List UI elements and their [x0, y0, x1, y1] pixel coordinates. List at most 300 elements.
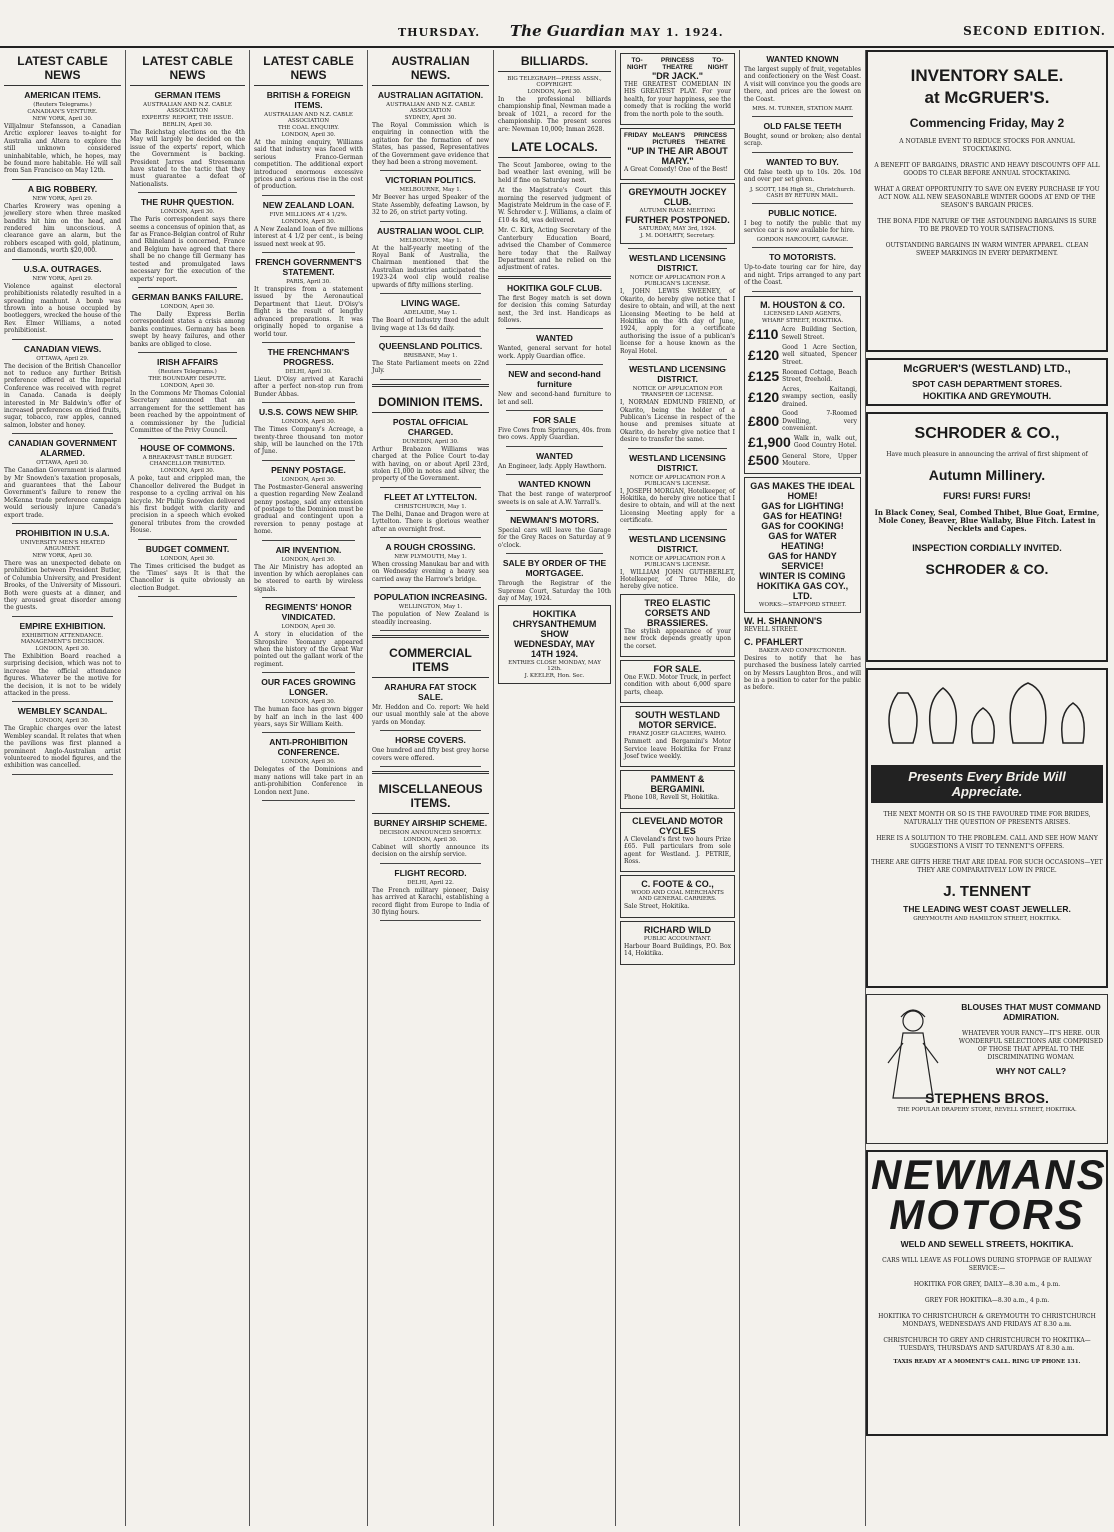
mcgruers-ad — [866, 358, 1108, 406]
property-price: £125 — [748, 367, 780, 384]
theatre2-ad — [620, 128, 735, 180]
section-text: The Canadian Government is alarmed by Mr Snowden's taxation proposals, and guarantees that the Labour Government's failure to renew the McKenna trade preference campaign would seriously injure Canada's export trade. — [4, 467, 121, 519]
section-text: When crossing Manukau bar and with on Wednesday evening a heavy sea carried away the Harrow's bridge. — [372, 560, 489, 583]
section-title: BRITISH & FOREIGN ITEMS. — [266, 90, 351, 110]
section-subtitle: UNIVERSITY MEN'S HEATED ARGUMENT. — [20, 540, 105, 553]
section-title: BURNEY AIRSHIP SCHEME. — [373, 818, 488, 829]
section-credit: AUSTRALIAN AND N.Z. CABLE ASSOCIATION — [386, 102, 475, 114]
double-rule — [372, 384, 489, 387]
right-advert-column — [866, 50, 1108, 1526]
licensing-text: I, JOHN LEWIS SWEENEY, of Okarito, do hereby give notice that I desire to obtain, and will, at the next Licensing Meeting to be held at Hokitika on the 4th day of June, 1924, apply for a certificate authorising the issue of a publican's license for a house known as the Royal Hotel. — [620, 288, 735, 355]
cycles-text: A Cleveland's first two hours Prize £65. Full particulars from sole agent for Westland. J. PETRIE, Ross. — [624, 835, 731, 866]
section-dateline: NEW YORK, April 30. — [32, 116, 93, 122]
gas-heading: GAS MAKES THE IDEAL HOME! — [750, 481, 855, 502]
jockey-heading: GREYMOUTH JOCKEY CLUB. — [628, 187, 727, 208]
divider — [12, 774, 113, 775]
property-price: £500 — [748, 452, 780, 469]
theatre-line3: TO-NIGHT — [707, 57, 728, 71]
section-dateline: LONDON, April 30. — [35, 645, 90, 652]
double-rule — [498, 276, 611, 279]
shannon-text: REVELL STREET. — [744, 626, 798, 634]
section-title: U.S.A. OUTRAGES. — [23, 263, 102, 274]
houston-ad — [744, 296, 861, 475]
section-text: In the Commons Mr Thomas Colonial Secretary announced that an arrangement for the settlement has been reached by the appointment of a commissioner by the Judicial Committee of the Privy Council. — [130, 389, 245, 434]
section-text: The Board of Industry fixed the adult living wage at 13s 6d daily. — [372, 317, 489, 332]
section-dateline: BRISBANE, May 1. — [403, 352, 458, 359]
property-listing — [748, 386, 857, 408]
stephens-sub: THE POPULAR DRAPERY STORE, REVELL STREET, HOKITIKA. — [897, 1107, 1077, 1113]
column-notices — [616, 50, 740, 1526]
property-listing — [748, 344, 857, 366]
section-dateline: LONDON, April 30. — [281, 699, 336, 706]
section-dateline: LONDON, April 30. — [281, 556, 336, 563]
divider — [628, 359, 727, 360]
stephens-ad — [866, 994, 1108, 1144]
wild-ad — [620, 921, 735, 965]
divider — [506, 474, 603, 475]
late-local-item: Mr. C. Kirk, Acting Secretary of the Canterbury Education Board, advised the Chamber of Commerce here today that the Railway Department and he relied on the adjustment of rates. — [498, 227, 611, 272]
pfahlert-text: Desires to notify that he has purchased the business lately carried on by Messrs Laughton Bros., and will be in a position to cater for the public as before. — [744, 654, 861, 692]
tennent-ad — [866, 668, 1108, 988]
licensing-text: I, JOSEPH MORGAN, Hotelkeeper, of Hokitika, do hereby give notice that I desire to obtain, and will at the next Licensing Meeting apply for a certificate. — [620, 487, 735, 525]
divider — [380, 487, 481, 488]
column-advertisements — [740, 50, 866, 1526]
section-text: One hundred and fifty best grey horse covers were offered. — [372, 747, 489, 762]
section-title: REGIMENTS' HONOR VINDICATED. — [265, 602, 352, 623]
classified-title: FOR SALE — [533, 414, 576, 425]
double-rule — [372, 771, 489, 774]
classified-title: NEW and second-hand furniture — [508, 369, 601, 390]
section-text: The Reichstag elections on the 4th May will largely be decided on the issue of the experts' report, which the Government is backing. President Jarres and Stresemann have stated to the tactic that they must guarantee a defeat of Nationalists. — [130, 129, 245, 188]
section-dateline: NEW YORK, April 30. — [32, 553, 93, 560]
column-german-items — [126, 50, 250, 1526]
divider — [262, 800, 355, 801]
divider — [752, 116, 853, 117]
divider — [12, 259, 113, 260]
section-text: It transpires from a statement issued by the Aeronautical Department that Lieut. D'Oisy's flight is the result of lengthy advanced preparations. It was originally hoped to organise a world tour. — [254, 286, 363, 338]
licensing-sub: NOTICE OF APPLICATION FOR A PUBLICAN'S LICENSE. — [629, 275, 726, 288]
theatre-line2: PRINCESS THEATRE — [660, 57, 695, 71]
divider — [380, 170, 481, 171]
classified-title: WANTED — [536, 450, 573, 461]
section-text: The Daily Express Berlin correspondent states a crisis among banks continues. Germany has been swept by heavy failures, and other banks are obliged to close. — [130, 310, 245, 348]
classified-title: WANTED — [536, 333, 573, 344]
foote-ad — [620, 875, 735, 917]
property-listing — [748, 326, 857, 342]
section-title: PROHIBITION IN U.S.A. — [15, 528, 110, 539]
section-dateline: LONDON, April 30. — [160, 382, 215, 389]
jockey-date: SATURDAY, MAY 3rd, 1924. — [638, 226, 717, 233]
houston-heading: M. HOUSTON & CO. — [760, 299, 845, 310]
section-dateline: LONDON, April 30. — [160, 209, 215, 216]
newmans-route: HOKITIKA TO CHRISTCHURCH & GREYMOUTH TO CHRISTCHURCH MONDAYS, WEDNESDAYS AND FRIDAYS AT 8.30 a.m. — [878, 1313, 1096, 1328]
section-text: Villjalmur Stefansson, a Canadian Arctic explorer leaves to-night for Australia and Altera to explore the still unknown considered uninhabitable, which, he hopes, may be found more habitable. He will sail from San Francisco on May 12th. — [4, 123, 121, 175]
section-subtitle: THE COAL ENQUIRY. — [277, 125, 340, 131]
section-text: Mr. Heddon and Co. report: We held our usual monthly sale at the above yards on Monday. — [372, 704, 489, 726]
glacier-text: Pammett and Bergamini's Motor Service leave Hokitika for Franz Josef twice weekly. — [624, 738, 731, 761]
gas-works: WORKS:—STAFFORD STREET. — [758, 602, 847, 609]
section-dateline: ADELAIDE, May 1. — [403, 310, 458, 317]
section-text: Charles Krowery was opening a jewellery store when three masked bandits hit him on the head, and rendered him unconscious. A clearance gave an alarm, but the robbers escaped with gold, platinum, and diamonds, worth $20,000. — [4, 202, 121, 255]
section-title: GERMAN ITEMS — [154, 90, 221, 100]
wild-heading: RICHARD WILD — [644, 924, 711, 935]
foote-text: Sale Street, Hokitika. — [624, 903, 690, 911]
section-text: A story in elucidation of the Shropshire Yeomanry appeared when the history of the Great War pointed out the gallant work of the regiment. — [254, 631, 363, 668]
newmans-intro: CARS WILL LEAVE AS FOLLOWS DURING STOPPAGE OF RAILWAY SERVICE:— — [882, 1257, 1092, 1272]
mcgruers-company: McGRUER'S (WESTLAND) LTD., — [903, 363, 1071, 375]
section-text: At the mining enquiry, Williams said that industry was faced with serious Franco-German competition. The additional export introduced enormous excessive prices and a serious rise in the cost of production. — [254, 139, 363, 191]
section-title: AMERICAN ITEMS. — [24, 90, 101, 100]
section-dateline: BERLIN, April 30. — [162, 122, 213, 128]
billiards-text: In the professional billiards championship final, Newman made a break of 1021, a record for the championship. The present scores are: Newman 10,000; Inman 2628. — [498, 96, 611, 133]
section-title: IRISH AFFAIRS — [156, 356, 219, 367]
misc-heading: MISCELLANEOUS ITEMS. — [372, 778, 489, 814]
section-title: ANTI-PROHIBITION CONFERENCE. — [269, 737, 348, 758]
tennent-name: J. TENNENT — [943, 883, 1031, 900]
schroder-title: SCHRODER & CO., — [914, 425, 1060, 442]
licensing-text: I, WILLIAM JOHN GUTHBERLET, Hotelkeeper, of Three Mile, do hereby give notice. — [620, 568, 735, 591]
houston-sub: LICENSED LAND AGENTS, — [763, 310, 842, 317]
section-title: EMPIRE EXHIBITION. — [19, 620, 106, 631]
section-credit: (Reuters Telegrams.) — [33, 102, 92, 108]
section-text: The population of New Zealand is steadily increasing. — [372, 611, 489, 626]
section-text: The Graphic charges over the latest Wembley scandal. It relates that when the pavilions was first planned a prominent Anglo-Australian artist volunteered to model figures, and the exhibition was cancelled. — [4, 725, 121, 770]
stephens-why: WHY NOT CALL? — [995, 1066, 1067, 1076]
property-price: £120 — [748, 389, 780, 406]
forsale-ad — [620, 660, 735, 703]
classified-text: That the best range of waterproof sweets is on sale at A.W. Yarrall's. — [498, 491, 611, 506]
section-text: The Delhi, Danae and Dragon were at Lyttelton. There is glorious weather after an overnight frost. — [372, 510, 489, 533]
chrysanthemum-footer: J. KEELER, Hon. Sec. — [524, 673, 585, 680]
column-heading: LATEST CABLE NEWS — [130, 50, 245, 86]
section-title: A ROUGH CROSSING. — [385, 541, 476, 552]
gas-ad — [744, 477, 861, 613]
corsets-text: The stylish appearance of your new frock depends greatly upon the corset. — [624, 627, 731, 650]
shannon-heading: W. H. SHANNON'S — [744, 616, 823, 627]
section-title: ARAHURA FAT STOCK SALE. — [384, 682, 477, 702]
gas-line: GAS for HEATING! — [762, 511, 843, 522]
section-credit: AUSTRALIAN AND N.Z. CABLE ASSOCIATION — [143, 102, 232, 114]
section-credit: AUSTRALIAN AND N.Z. CABLE ASSOCIATION — [264, 112, 353, 124]
divider — [262, 195, 355, 196]
section-title: LIVING WAGE. — [400, 298, 461, 309]
column-billiards-locals — [494, 50, 616, 1526]
section-dateline: LONDON, April 30. — [281, 132, 336, 138]
section-credit: (Reuters Telegrams.) — [158, 368, 217, 375]
section-text: A New Zealand loan of five millions interest at 4 1/2 per cent., is being issued next week at 95. — [254, 225, 363, 248]
stephens-text: WHATEVER YOUR FANCY—IT'S HERE. OUR WONDERFUL SELECTIONS ARE COMPRISED OF THOSE THAT APPEAL TO THE DISCRIMINATING WOMAN. — [958, 1030, 1104, 1061]
schroder-text: Have much pleasure in announcing the arrival of first shipment of — [886, 451, 1088, 458]
divider — [138, 192, 237, 193]
section-dateline: LONDON, April 30. — [403, 837, 458, 844]
classified-title: SALE BY ORDER OF THE MORTGAGEE. — [502, 558, 607, 579]
section-title: AIR INVENTION. — [275, 544, 342, 555]
divider — [628, 248, 727, 249]
property-text: Walk in, walk out, Good Country Hotel. — [793, 434, 857, 450]
billiards-dateline: LONDON, April 30. — [527, 89, 582, 95]
section-dateline: LONDON, April 30. — [281, 759, 336, 766]
divider — [262, 540, 355, 541]
theatre2-line2: McLEAN'S PICTURES — [652, 132, 686, 147]
teeth-heading: OLD FALSE TEETH — [763, 121, 842, 132]
section-title: FRENCH GOVERNMENT'S STATEMENT. — [255, 257, 362, 278]
cycles-heading: CLEVELAND MOTOR CYCLES — [632, 815, 723, 836]
section-subtitle: EXPERTS' REPORT, THE ISSUE. — [141, 115, 234, 121]
notice-text: I beg to notify the public that my service car is now available for hire. — [744, 219, 861, 235]
newmans-ad — [866, 1150, 1108, 1436]
section-title: PENNY POSTAGE. — [271, 464, 346, 475]
forsale-heading: FOR SALE. — [653, 664, 702, 674]
section-text: Cabinet will shortly announce its decision on the airship service. — [372, 844, 489, 859]
chrysanthemum-date: WEDNESDAY, MAY 14TH 1924. — [514, 639, 595, 660]
gas-company: HOKITIKA GAS COY., LTD. — [756, 581, 849, 602]
forsale-text: One F.W.D. Motor Truck, in perfect condition with about 6,000 spare parts, cheap. — [624, 674, 731, 696]
divider — [380, 863, 481, 864]
glacier-heading: SOUTH WESTLAND MOTOR SERVICE. — [635, 710, 720, 731]
section-subtitle: FIVE MILLIONS AT 4 1/2%. — [269, 211, 348, 218]
section-dateline: LONDON, April 30. — [281, 476, 336, 483]
section-dateline: LONDON, April 30. — [160, 555, 215, 562]
section-dateline: SYDNEY, April 30. — [404, 115, 457, 121]
jockey-footer: J. M. DOHARTY, Secretary. — [640, 233, 715, 240]
wantedbuy-footer: J. SCOTT, 184 High St., Christchurch. CASH BY RETURN MAIL. — [749, 186, 856, 199]
chrysanthemum-ad — [498, 605, 611, 684]
column-australian-news — [368, 50, 494, 1526]
divider — [138, 287, 237, 288]
divider — [628, 529, 727, 530]
schroder-invite: INSPECTION CORDIALLY INVITED. — [912, 543, 1062, 553]
golf-text: The first Bogey match is set down for decision this coming Saturday next, the 3rd inst. Handicaps as follows. — [498, 294, 611, 324]
classified-text: An Engineer, lady. Apply Hawthorn. — [498, 462, 607, 470]
divider — [12, 616, 113, 617]
licensing-sub: NOTICE OF APPLICATION FOR A PUBLICAN'S LICENSE. — [629, 474, 726, 487]
masthead-edition: SECOND EDITION. — [963, 24, 1106, 38]
theatre2-line1: FRIDAY — [624, 132, 648, 140]
section-dateline: LONDON, April 30. — [35, 718, 90, 725]
wanted-footer: MRS. M. TURNER, STATION MART. — [752, 106, 853, 113]
theatre2-text: A Great Comedy! One of the Best! — [624, 166, 728, 174]
pfahlert-sub: BAKER AND CONFECTIONER. — [758, 647, 847, 654]
section-subtitle: CANADIAN'S VENTURE. — [27, 109, 98, 115]
section-title: HOUSE OF COMMONS. — [140, 443, 235, 454]
theatre2-line3: PRINCESS THEATRE — [693, 132, 728, 147]
section-dateline: DELHI, April 30. — [285, 368, 332, 375]
houston-address: WHARF STREET, HOKITIKA. — [761, 317, 844, 324]
section-title: U.S.S. COWS NEW SHIP. — [258, 407, 359, 418]
newmans-route: GREY FOR HOKITIKA—8.30 a.m., 4 p.m. — [924, 1297, 1050, 1304]
licensing-text: I, NORMAN EDMUND FRIEND, of Okarito, being the holder of a Publican's License in respect of the house and premises situate at Okarito, do hereby give notice that I desire to transfer the same. — [620, 399, 735, 444]
masthead-date: MAY 1. 1924. — [630, 26, 724, 39]
property-price: £1,900 — [748, 434, 791, 451]
classified-text: Special cars will leave the Garage for the Grey Races on Saturday at 9 o'clock. — [498, 527, 611, 549]
schroder-autumn: Autumn Millinery. — [928, 467, 1046, 483]
masthead — [0, 0, 1114, 48]
section-text: The Royal Commission which is enquiring in connection with the agitation for the formation of new States, has passed, Representatives of the Government gave evidence that they had been a strong movement. — [372, 122, 489, 167]
licensing-heading: WESTLAND LICENSING DISTRICT. — [629, 364, 726, 385]
section-text: There was an unexpected debate on prohibition between President Butler, of Columbia University, and President Brooks, of the University of Missouri. Both were guests at a dinner, and they aroused great disorder among the guests. — [4, 560, 121, 612]
tennent-sub: THE LEADING WEST COAST JEWELLER. — [903, 904, 1071, 914]
section-dateline: NEW PLYMOUTH, May 1. — [394, 553, 467, 560]
double-rule — [372, 635, 489, 638]
section-dateline: NEW YORK, April 29. — [32, 195, 93, 202]
divider — [262, 460, 355, 461]
inventory-sale-ad — [866, 50, 1108, 352]
section-title: A BIG ROBBERY. — [27, 183, 98, 194]
stephens-tag: BLOUSES THAT MUST COMMAND ADMIRATION. — [961, 1002, 1101, 1022]
tennent-line: HERE IS A SOLUTION TO THE PROBLEM. CALL AND SEE HOW MANY SUGGESTIONS A VISIT TO TENNENT'S OFFERS. — [876, 835, 1098, 850]
schroder-ad — [866, 412, 1108, 662]
inventory-date: Commencing Friday, May 2 — [909, 116, 1065, 130]
divider — [380, 221, 481, 222]
section-subtitle: A BREAKFAST TABLE BUDGET. CHANCELLOR TRIBUTED. — [142, 455, 233, 468]
gas-line: GAS for HANDY SERVICE! — [768, 551, 837, 572]
divider — [380, 336, 481, 337]
section-title: VICTORIAN POLITICS. — [385, 175, 476, 186]
divider — [138, 352, 237, 353]
cycles-ad — [620, 812, 735, 873]
billiards-credit: BIG TELEGRAPH—PRESS ASSN., COPYRIGHT. — [507, 76, 602, 88]
property-text: Roomed Cottage, Beach Street, freehold. — [782, 368, 857, 383]
section-title: THE FRENCHMAN'S PROGRESS. — [267, 346, 350, 367]
theatre-title: "DR JACK." — [651, 71, 704, 81]
divider — [752, 152, 853, 153]
licensing-heading: WESTLAND LICENSING DISTRICT. — [629, 533, 726, 554]
section-title: THE RUHR QUESTION. — [140, 197, 235, 208]
glacier-ad — [620, 706, 735, 767]
divider — [380, 293, 481, 294]
section-title: WEMBLEY SCANDAL. — [17, 706, 108, 717]
newmans-line1: NEWMANS — [871, 1151, 1107, 1198]
divider — [12, 433, 113, 434]
property-price: £120 — [748, 346, 780, 363]
property-listing — [748, 434, 857, 450]
section-text: Violence against electoral prohibitionists relatedly resulted in a spreading manhunt. A bomb was thrown into a house occupied by bootleggers, wrecked the house of the Rev. Elmer Williams, a noted prohibitionist. — [4, 282, 121, 335]
wanted-heading: WANTED KNOWN — [766, 54, 839, 64]
tennent-place: GREYMOUTH AND HAMILTON STREET, HOKITIKA. — [913, 916, 1061, 922]
divider — [506, 446, 603, 447]
teeth-text: Bought, sound or broken; also dental scrap. — [744, 133, 861, 148]
stephens-name: STEPHENS BROS. — [925, 1090, 1049, 1106]
schroder-furs-text: In Black Coney, Seal, Combed Thibet, Blue Goat, Ermine, Mole Coney, Beaver, Blue Wallaby, Blue Fitch. Latest in Necklets and Capes. — [874, 508, 1100, 533]
gas-winter: WINTER IS COMING — [759, 571, 846, 582]
gas-line: GAS for COOKING! — [761, 521, 844, 532]
property-price: £110 — [748, 325, 779, 342]
section-dateline: LONDON, April 30. — [281, 419, 336, 426]
section-dateline: MELBOURNE, May 1. — [399, 187, 462, 194]
corsets-ad — [620, 594, 735, 657]
wantedbuy-heading: WANTED TO BUY. — [766, 156, 839, 167]
classified-text: New and second-hand furniture to let and sell. — [498, 391, 611, 406]
section-dateline: OTTAWA, April 29. — [36, 355, 89, 362]
pammett-heading: PAMMENT & BERGAMINI. — [650, 774, 705, 795]
wild-sub: PUBLIC ACCOUNTANT. — [643, 935, 712, 942]
section-title: FLIGHT RECORD. — [394, 867, 467, 878]
section-text: Delegates of the Dominions and many nations will take part in an anti-prohibition Conference in London next June. — [254, 766, 363, 796]
divider — [262, 252, 355, 253]
section-text: The Exhibition Board reached a surprising decision, which was not to increase the official attendance figures. Whatever be the motive for the decision, it is not to be widely attacked in the press. — [4, 652, 121, 697]
masthead-title: The Guardian — [510, 22, 625, 40]
section-title: BUDGET COMMENT. — [145, 543, 230, 554]
section-text: The human face has grown bigger by half an inch in the last 400 years, says Sir William Keith. — [254, 706, 363, 729]
divider — [506, 510, 603, 511]
classified-title: WANTED KNOWN — [518, 479, 591, 490]
mcgruers-place: HOKITIKA AND GREYMOUTH. — [922, 391, 1052, 401]
section-dateline: PARIS, April 30. — [286, 279, 331, 286]
inventory-line: A NOTABLE EVENT TO REDUCE STOCKS FOR ANNUAL STOCKTAKING. — [899, 138, 1075, 153]
property-listing — [748, 368, 857, 384]
section-subtitle: THE BOUNDARY DISPUTE. — [148, 375, 227, 382]
column-british-foreign — [250, 50, 368, 1526]
wanted-text: The largest supply of fruit, vegetables and confectionery on the West Coast. A visit will convince you the goods are there, and prices are the lowest on the Coast. — [744, 66, 861, 103]
divider — [262, 597, 355, 598]
divider — [262, 402, 355, 403]
dominion-heading: DOMINION ITEMS. — [372, 391, 489, 413]
property-text: General Store, Upper Moutere. — [782, 452, 857, 468]
section-text: The French military pioneer, Daisy has arrived at Karachi, establishing a record flight from Europe to India of 30 flying hours. — [372, 886, 489, 917]
motorists-heading: TO MOTORISTS. — [769, 252, 836, 263]
mcgruers-sub: SPOT CASH DEPARTMENT STORES. — [912, 379, 1062, 389]
section-text: The Postmaster-General answering a question regarding New Zealand penny postage, said any extension of postage to the Dominion must be gradual and contingent upon a reversion to penny postage at home. — [254, 483, 363, 536]
divider — [506, 410, 603, 411]
section-dateline: DUNEDIN, April 30. — [402, 438, 459, 445]
theatre-text: THE GREATEST COMEDIAN IN HIS GREATEST PLAY. For your health, for your happiness, see the comedy that is rocking the world from the north pole to the south. — [624, 81, 731, 118]
section-title: CANADIAN GOVERNMENT ALARMED. — [8, 438, 117, 459]
section-title: CANADIAN VIEWS. — [23, 343, 102, 354]
chrysanthemum-heading: HOKITIKA CHRYSANTHEMUM SHOW — [512, 609, 597, 640]
licensing-heading: WESTLAND LICENSING DISTRICT. — [629, 452, 726, 473]
section-text: The Air Ministry has adopted an invention by which aeroplanes can be steered to earth by wireless signals. — [254, 563, 363, 593]
section-text: Mr Beever has urged Speaker of the State Assembly, defeating Lawson, by 32 to 26, on strict party voting. — [372, 194, 489, 217]
divider — [752, 247, 853, 248]
classified-text: Five Cows from Springers, 40s. from two cows. Apply Guardian. — [498, 426, 611, 442]
schroder-footer: SCHRODER & CO. — [925, 561, 1049, 577]
theatre-line1: TO-NIGHT — [626, 57, 648, 71]
section-title: HORSE COVERS. — [395, 735, 466, 746]
late-local-item: The Scout Jamboree, owing to the bad weather last evening, will be held if fine on Saturday next. — [498, 162, 611, 184]
section-text: Arthur Brabazon Williams was charged at the Police Court to-day with having, on or about April 23rd, stolen £1,000 in notes and silver, the property of the Government. — [372, 445, 489, 483]
divider — [380, 587, 481, 588]
divider — [138, 596, 237, 597]
jockey-status: FURTHER POSTPONED. — [625, 215, 730, 226]
section-title: FLEET AT LYTTELTON. — [384, 491, 477, 502]
section-dateline: LONDON, April 30. — [281, 624, 336, 631]
golf-heading: HOKITIKA GOLF CLUB. — [506, 282, 603, 293]
section-dateline: MELBOURNE, May 1. — [399, 237, 462, 244]
corsets-heading: TREO ELASTIC CORSETS AND BRASSIERES. — [644, 597, 711, 628]
section-dateline: OTTAWA, April 30. — [36, 460, 89, 467]
divider — [380, 537, 481, 538]
late-local-item: At the Magistrate's Court this morning the reserved judgment of Magistrate Meldrum in the case of F. W. Schroder v. J. Williams, a claim of £10 4s 8d, was delivered. — [498, 187, 611, 224]
divider — [506, 553, 603, 554]
divider — [506, 328, 603, 329]
schroder-furs: FURS! FURS! FURS! — [943, 491, 1031, 501]
jockey-club-ad — [620, 183, 735, 244]
newmans-footer: TAXIS READY AT A MOMENT'S CALL. RING UP PHONE 131. — [893, 1359, 1081, 1365]
inventory-title: INVENTORY SALE. — [910, 66, 1064, 85]
section-title: POSTAL OFFICIAL CHARGED. — [392, 416, 469, 437]
divider — [12, 701, 113, 702]
licensing-sub: NOTICE OF APPLICATION FOR A PUBLICAN'S LICENSE. — [629, 555, 726, 568]
vase-illustration — [873, 673, 1101, 753]
property-price: £800 — [748, 413, 780, 430]
divider — [380, 630, 481, 631]
section-dateline: CHRISTCHURCH, May 1. — [394, 503, 467, 510]
inventory-line: WHAT A GREAT OPPORTUNITY TO SAVE ON EVERY PURCHASE IF YOU ACT NOW. ALL NEW SEASONABLE WINTER GOODS AT END OF THE SEASON'S BARGAIN PRICES. — [874, 186, 1100, 209]
section-subtitle: EXHIBITION ATTENDANCE. MANAGEMENT'S DECISION. — [20, 632, 105, 645]
woman-illustration — [873, 1003, 953, 1103]
newmans-line2: MOTORS — [889, 1191, 1085, 1238]
newmans-route: CHRISTCHURCH TO GREY AND CHRISTCHURCH TO HOKITIKA—TUESDAYS, THURSDAYS AND SATURDAYS AT 8.30 a.m. — [883, 1337, 1091, 1352]
